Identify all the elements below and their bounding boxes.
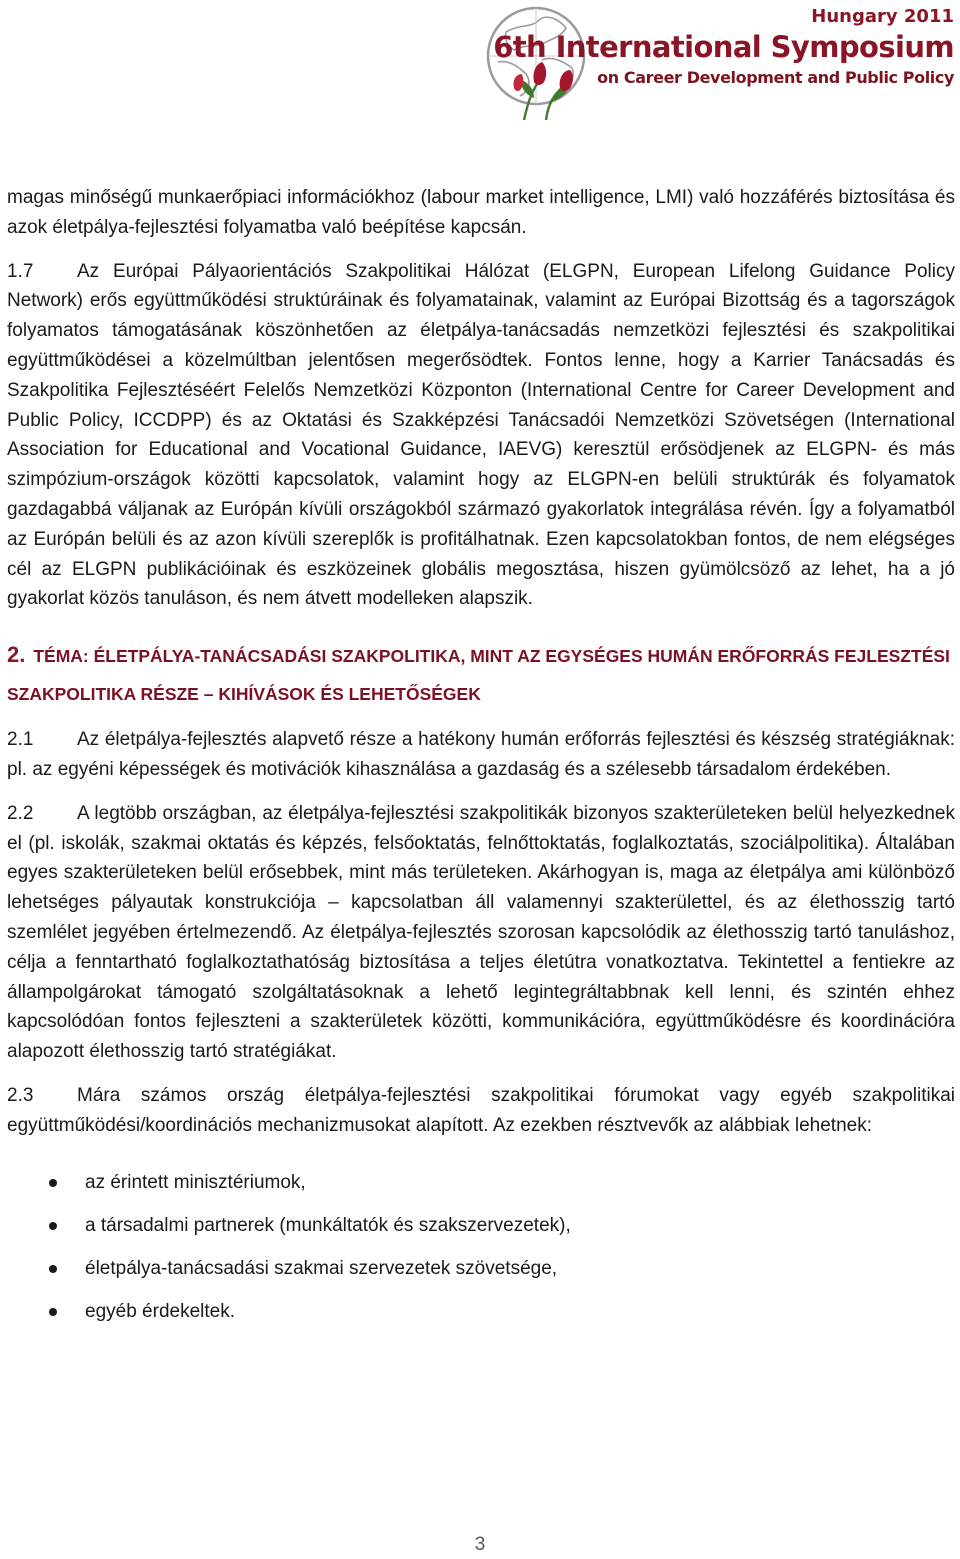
paragraph-2-1: [7, 725, 955, 785]
paragraph-1-7: [7, 257, 955, 615]
bullet-icon: [49, 1265, 57, 1273]
section-title: TÉMA: ÉLETPÁLYA-TANÁCSADÁSI SZAKPOLITIKA, MINT AZ EGYSÉGES HUMÁN ERŐFORRÁS FEJLESZTÉSI SZAKPOLITIKA RÉSZE – KIHÍVÁSOK ÉS LEHETŐSÉGEK: [7, 646, 950, 705]
list-item: [7, 1247, 955, 1290]
bullet-icon: [49, 1222, 57, 1230]
paragraph-text: Az életpálya-fejlesztés alapvető része a hatékony humán erőforrás fejlesztési és készség stratégiáknak: pl. az egyéni képességek és motivációk kihasználása a gazdaság és a szélesebb társadalom érdekében.: [7, 729, 955, 780]
document-body: [7, 183, 955, 1333]
list-item-text: egyéb érdekeltek.: [85, 1300, 235, 1322]
participants-list: [7, 1161, 955, 1333]
paragraph-number: 1.7: [7, 260, 34, 282]
list-item: [7, 1204, 955, 1247]
symposium-logo: [484, 2, 954, 120]
paragraph-number: 2.3: [7, 1084, 34, 1106]
bullet-icon: [49, 1308, 57, 1316]
section-heading: [7, 636, 955, 713]
list-item-text: az érintett minisztériumok,: [85, 1171, 306, 1193]
page-number: 3: [474, 1534, 486, 1555]
paragraph-text: Mára számos ország életpálya-fejlesztési szakpolitikai fórumokat vagy egyéb szakpolitikai együttműködési/koordinációs mechanizmusokat alapított. Az ezekben résztvevők az alábbiak lehetnek:: [7, 1084, 955, 1136]
list-item: [7, 1290, 955, 1333]
paragraph-text: Az Európai Pályaorientációs Szakpolitikai Hálózat (ELGPN, European Lifelong Guidance Policy Network) erős együttműködési struktúráinak és folyamatainak, valamint az Európai Bizottság és a tagországok folyamatos támogatásának köszönhetően az életpálya-tanácsadás nemzetközi fejlesztési és szakpolitikai együttműködései a közelmúltban jelentősen megerősödtek. Fontos lenne, hogy a Karrier Tanácsadás és Szakpolitika Fejlesztéséért Felelős Nemzetközi Központon (International Centre for Career Development and Public Policy, ICCDPP) és az Oktatási és Szakképzési Tanácsadói Nemzetközi Szövetségen (International Association for Educational and Vocational Guidance, IAEVG) keresztül erősödjenek az ELGPN- és más szimpózium-országok közötti kapcsolatok, valamint hogy az ELGPN-en belüli struktúrák és folyamatok gazdagabbá váljanak az Európán kívüli országokból származó gyakorlatok integrálása révén. Így a folyamatból az Európán belüli és az azon kívüli szereplők is profitálhatnak. Ezen kapcsolatokban fontos, de nem elégséges cél az ELGPN publikációinak és eszközeinek globális megosztása, hiszen gyümölcsöző az lehet, ha a jó gyakorlat közös tanuláson, és nem átvett modelleken alapszik.: [7, 260, 955, 610]
paragraph-number: 2.2: [7, 802, 34, 824]
logo-title: 6th International Symposium: [493, 30, 954, 64]
section-number: 2.: [7, 642, 26, 668]
page-header: [0, 0, 960, 130]
logo-subtitle: on Career Development and Public Policy: [597, 68, 954, 87]
list-item-text: életpálya-tanácsadási szakmai szervezetek szövetsége,: [85, 1257, 558, 1279]
list-item: [7, 1161, 955, 1204]
paragraph-2-2: [7, 799, 955, 1067]
paragraph-text: A legtöbb országban, az életpálya-fejlesztési szakpolitikák bizonyos szakterületeken belül helyezkednek el (pl. iskolák, szakmai oktatás és képzés, felsőoktatás, felnőttoktatás, foglalkoztatás, szociálpolitika). Általában egyes szakterületeken belül erősebbek, mint más területeken. Akárhogyan is, maga az életpálya ami különböző lehetséges pályautak konstrukciója – kapcsolatban áll valamennyi szakterülettel, és az élethosszig tartó szemlélet jegyében értelmezendő. Az életpálya-fejlesztés szorosan kapcsolódik az élethosszig tartó tanuláshoz, célja a fenntartható foglalkoztathatóság biztosítása a teljes életútra vonatkoztatva. Tekintettel a fentiekre az állampolgárokat támogató szolgáltatásoknak a lehető legintegráltabbnak kell lenni, és szintén ehhez kapcsolódóan fontos fejleszteni a szakterületek közötti, kommunikációra, együttműködésre és koordinációra alapozott élethosszig tartó stratégiákat.: [7, 802, 955, 1063]
paragraph-number: 2.1: [7, 729, 34, 751]
paragraph-intro: magas minőségű munkaerőpiaci információkhoz (labour market intelligence, LMI) való hozzáférés biztosítása és azok életpálya-fejlesztési folyamatba való beépítése kapcsán.: [7, 187, 955, 238]
logo-text: [493, 6, 954, 106]
bullet-icon: [49, 1179, 57, 1187]
list-item-text: a társadalmi partnerek (munkáltatók és szakszervezetek),: [85, 1214, 571, 1236]
paragraph-2-3: [7, 1081, 955, 1141]
logo-year: Hungary 2011: [811, 6, 954, 27]
